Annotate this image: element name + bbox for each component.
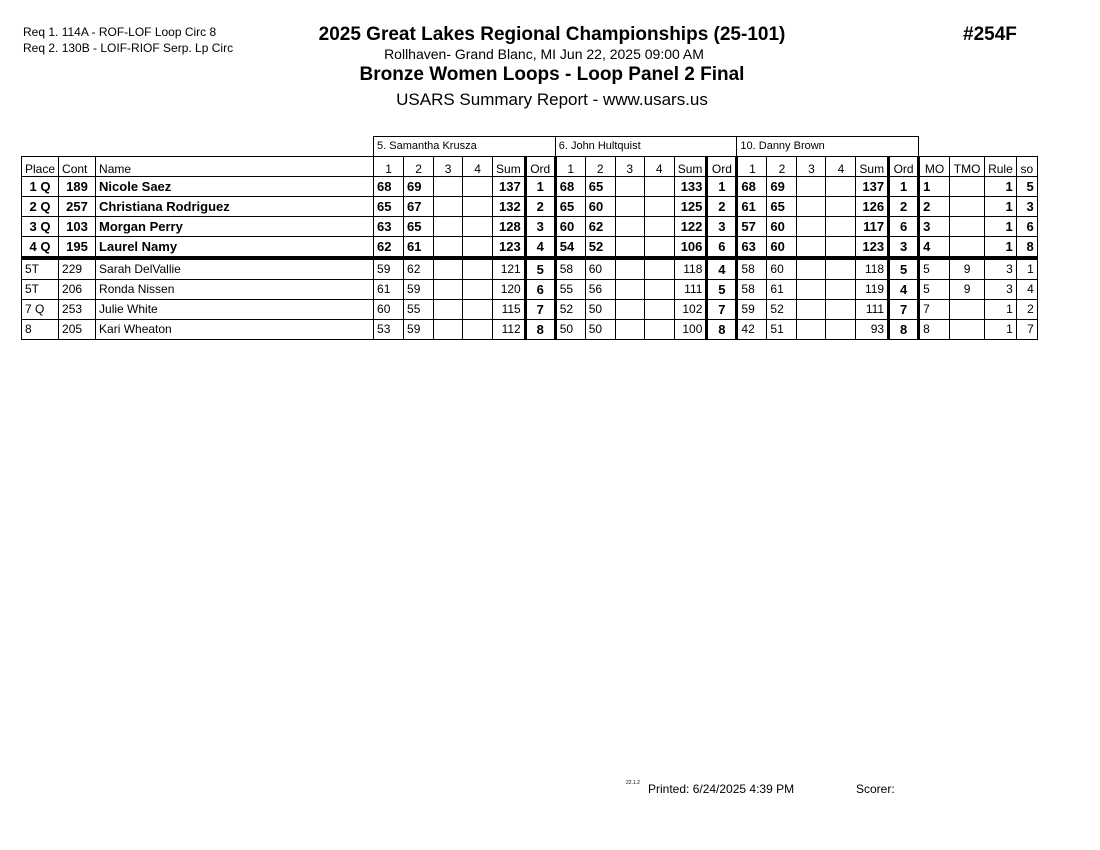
report-title: USARS Summary Report - www.usars.us xyxy=(396,90,708,109)
tmo-cell xyxy=(950,217,985,237)
judge-2-ordinal: 3 xyxy=(707,217,737,237)
judge-1-ordinal: 3 xyxy=(525,217,555,237)
name-cell: Sarah DelVallie xyxy=(96,258,374,280)
judge-2-ordinal: 8 xyxy=(707,320,737,340)
judge-3-score-1: 58 xyxy=(737,280,767,300)
judge-1-score-1: 63 xyxy=(374,217,404,237)
judge-2-score-3 xyxy=(615,258,644,280)
so-cell: 4 xyxy=(1016,280,1037,300)
place-cell: 8 xyxy=(22,320,59,340)
judge-1-score-4 xyxy=(463,197,493,217)
judge-3-score-1: 59 xyxy=(737,300,767,320)
judge-1-sum: 121 xyxy=(493,258,526,280)
judge-1-score-1: 65 xyxy=(374,197,404,217)
judge-1-score-2: 61 xyxy=(404,237,434,259)
judge-2-score-1: 58 xyxy=(555,258,585,280)
judge-1-score-2: 55 xyxy=(404,300,434,320)
mo-cell: 5 xyxy=(919,280,950,300)
judge-3-ordinal: 8 xyxy=(889,320,919,340)
result-row xyxy=(22,217,1038,237)
judge-3-score-2: 61 xyxy=(767,280,797,300)
judge-3-score-3 xyxy=(797,217,826,237)
so-cell: 6 xyxy=(1016,217,1037,237)
judge-2-score-2: 65 xyxy=(585,177,615,197)
footer-version-code: 22.1.2 xyxy=(626,780,640,786)
judge-1-score-4 xyxy=(463,217,493,237)
cont-cell: 205 xyxy=(59,320,96,340)
tmo-cell: 9 xyxy=(950,258,985,280)
judge-1-score-1: 53 xyxy=(374,320,404,340)
place-cell: 4 Q xyxy=(22,237,59,259)
col-cont: Cont xyxy=(59,157,96,177)
result-row xyxy=(22,320,1038,340)
cont-cell: 195 xyxy=(59,237,96,259)
rule-cell: 1 xyxy=(985,320,1017,340)
col-j1-1: 1 xyxy=(374,157,404,177)
judge-2-score-3 xyxy=(615,197,644,217)
tmo-cell xyxy=(950,237,985,259)
result-row xyxy=(22,300,1038,320)
judge-3-score-3 xyxy=(797,237,826,259)
judge-3-score-1: 57 xyxy=(737,217,767,237)
judge-2-ordinal: 4 xyxy=(707,258,737,280)
cont-cell: 103 xyxy=(59,217,96,237)
rule-cell: 1 xyxy=(985,300,1017,320)
place-cell: 5T xyxy=(22,280,59,300)
cont-cell: 253 xyxy=(59,300,96,320)
judge-3-score-3 xyxy=(797,300,826,320)
judge-3-ordinal: 2 xyxy=(889,197,919,217)
judge-3-score-1: 61 xyxy=(737,197,767,217)
col-j1-3: 3 xyxy=(434,157,463,177)
judge-1-score-4 xyxy=(463,237,493,259)
judge-3-score-3 xyxy=(797,177,826,197)
judge-2-sum: 102 xyxy=(674,300,707,320)
col-place: Place xyxy=(22,157,59,177)
name-cell: Ronda Nissen xyxy=(96,280,374,300)
name-cell: Laurel Namy xyxy=(96,237,374,259)
name-cell: Christiana Rodriguez xyxy=(96,197,374,217)
judge-3-score-4 xyxy=(826,217,856,237)
so-cell: 5 xyxy=(1016,177,1037,197)
judge-2-score-2: 56 xyxy=(585,280,615,300)
judge-3-score-4 xyxy=(826,177,856,197)
judge-3-ordinal: 1 xyxy=(889,177,919,197)
result-row xyxy=(22,177,1038,197)
judge-2-score-4 xyxy=(644,217,674,237)
rule-cell: 3 xyxy=(985,280,1017,300)
judge-3-score-2: 60 xyxy=(767,237,797,259)
col-name: Name xyxy=(96,157,374,177)
judge-3-score-4 xyxy=(826,258,856,280)
judge-3-score-4 xyxy=(826,300,856,320)
judge-3-score-1: 42 xyxy=(737,320,767,340)
judge-3-score-4 xyxy=(826,237,856,259)
judge-1-score-2: 65 xyxy=(404,217,434,237)
cont-cell: 257 xyxy=(59,197,96,217)
judge-2-score-1: 50 xyxy=(555,320,585,340)
mo-cell: 7 xyxy=(919,300,950,320)
name-cell: Julie White xyxy=(96,300,374,320)
col-j3-sum: Sum xyxy=(856,157,889,177)
judge-2-sum: 125 xyxy=(674,197,707,217)
rule-cell: 1 xyxy=(985,217,1017,237)
judge-3-ordinal: 5 xyxy=(889,258,919,280)
requirement-1: Req 1. 114A - ROF-LOF Loop Circ 8 xyxy=(23,25,217,39)
judge-3-name: 10. Danny Brown xyxy=(737,137,919,157)
result-row xyxy=(22,237,1038,259)
judge-2-sum: 111 xyxy=(674,280,707,300)
tmo-cell xyxy=(950,177,985,197)
judge-2-score-1: 52 xyxy=(555,300,585,320)
judge-1-ordinal: 6 xyxy=(525,280,555,300)
judge-2-score-4 xyxy=(644,177,674,197)
judge-3-score-1: 68 xyxy=(737,177,767,197)
col-tmo: TMO xyxy=(950,157,985,177)
judge-1-ordinal: 1 xyxy=(525,177,555,197)
judge-1-score-3 xyxy=(434,280,463,300)
col-j3-1: 1 xyxy=(737,157,767,177)
judge-1-score-1: 60 xyxy=(374,300,404,320)
col-j2-sum: Sum xyxy=(674,157,707,177)
judge-2-score-3 xyxy=(615,217,644,237)
judge-1-sum: 120 xyxy=(493,280,526,300)
col-j3-2: 2 xyxy=(767,157,797,177)
judge-2-score-4 xyxy=(644,258,674,280)
col-j3-4: 4 xyxy=(826,157,856,177)
judges-spacer xyxy=(22,137,374,157)
judge-1-score-2: 62 xyxy=(404,258,434,280)
judge-3-score-4 xyxy=(826,320,856,340)
judge-3-sum: 119 xyxy=(856,280,889,300)
judge-1-sum: 137 xyxy=(493,177,526,197)
judge-1-sum: 128 xyxy=(493,217,526,237)
judge-2-score-2: 50 xyxy=(585,300,615,320)
judge-1-ordinal: 4 xyxy=(525,237,555,259)
judge-1-score-1: 68 xyxy=(374,177,404,197)
scorer-label: Scorer: xyxy=(856,782,895,796)
so-cell: 1 xyxy=(1016,258,1037,280)
judge-1-score-4 xyxy=(463,320,493,340)
judge-3-score-3 xyxy=(797,258,826,280)
judge-3-sum: 117 xyxy=(856,217,889,237)
tmo-cell xyxy=(950,300,985,320)
judge-2-score-2: 52 xyxy=(585,237,615,259)
judge-2-sum: 118 xyxy=(674,258,707,280)
judge-3-ordinal: 4 xyxy=(889,280,919,300)
judge-3-score-1: 63 xyxy=(737,237,767,259)
col-j2-ord: Ord xyxy=(707,157,737,177)
judge-2-sum: 122 xyxy=(674,217,707,237)
result-row xyxy=(22,197,1038,217)
judge-2-score-3 xyxy=(615,280,644,300)
judge-3-score-3 xyxy=(797,197,826,217)
col-j1-2: 2 xyxy=(404,157,434,177)
judge-1-score-4 xyxy=(463,258,493,280)
judge-1-score-2: 59 xyxy=(404,280,434,300)
printed-timestamp: Printed: 6/24/2025 4:39 PM xyxy=(648,782,795,796)
judge-2-ordinal: 1 xyxy=(707,177,737,197)
column-header-row xyxy=(22,157,1038,177)
col-j2-2: 2 xyxy=(585,157,615,177)
judge-2-score-4 xyxy=(644,280,674,300)
judge-3-score-2: 60 xyxy=(767,258,797,280)
so-cell: 3 xyxy=(1016,197,1037,217)
col-j1-4: 4 xyxy=(463,157,493,177)
judge-1-score-4 xyxy=(463,177,493,197)
col-j2-1: 1 xyxy=(555,157,585,177)
judge-1-score-3 xyxy=(434,300,463,320)
judge-2-sum: 133 xyxy=(674,177,707,197)
place-cell: 2 Q xyxy=(22,197,59,217)
judge-2-score-3 xyxy=(615,177,644,197)
event-name: Bronze Women Loops - Loop Panel 2 Final xyxy=(359,64,745,85)
name-cell: Nicole Saez xyxy=(96,177,374,197)
judge-2-score-3 xyxy=(615,300,644,320)
requirement-2: Req 2. 130B - LOIF-RIOF Serp. Lp Circ xyxy=(23,41,234,55)
judge-3-sum: 93 xyxy=(856,320,889,340)
location-line: Rollhaven- Grand Blanc, MI Jun 22, 2025 09:00 AM xyxy=(384,46,704,62)
judge-2-score-1: 55 xyxy=(555,280,585,300)
judge-1-score-1: 59 xyxy=(374,258,404,280)
judge-3-ordinal: 3 xyxy=(889,237,919,259)
rule-cell: 1 xyxy=(985,237,1017,259)
judge-1-score-3 xyxy=(434,320,463,340)
mo-cell: 8 xyxy=(919,320,950,340)
col-so: so xyxy=(1016,157,1037,177)
judges-spacer-right xyxy=(919,137,1038,157)
judge-3-sum: 137 xyxy=(856,177,889,197)
judge-2-ordinal: 7 xyxy=(707,300,737,320)
judge-3-sum: 111 xyxy=(856,300,889,320)
cont-cell: 189 xyxy=(59,177,96,197)
judge-1-score-2: 59 xyxy=(404,320,434,340)
judge-3-score-4 xyxy=(826,280,856,300)
mo-cell: 3 xyxy=(919,217,950,237)
judge-1-score-4 xyxy=(463,280,493,300)
rule-cell: 1 xyxy=(985,197,1017,217)
judge-1-ordinal: 7 xyxy=(525,300,555,320)
judge-3-sum: 123 xyxy=(856,237,889,259)
judge-2-name: 6. John Hultquist xyxy=(555,137,737,157)
judge-2-sum: 106 xyxy=(674,237,707,259)
competition-title: 2025 Great Lakes Regional Championships (25-101) xyxy=(318,24,786,45)
place-cell: 7 Q xyxy=(22,300,59,320)
rule-cell: 1 xyxy=(985,177,1017,197)
results-table xyxy=(21,136,1038,340)
judge-1-score-2: 69 xyxy=(404,177,434,197)
col-j2-3: 3 xyxy=(615,157,644,177)
judge-1-score-1: 61 xyxy=(374,280,404,300)
judge-3-score-2: 69 xyxy=(767,177,797,197)
judge-2-score-3 xyxy=(615,237,644,259)
judge-3-score-1: 58 xyxy=(737,258,767,280)
judge-2-score-1: 68 xyxy=(555,177,585,197)
judge-2-score-3 xyxy=(615,320,644,340)
judge-1-ordinal: 2 xyxy=(525,197,555,217)
so-cell: 2 xyxy=(1016,300,1037,320)
judge-2-ordinal: 6 xyxy=(707,237,737,259)
judge-1-score-3 xyxy=(434,258,463,280)
cont-cell: 206 xyxy=(59,280,96,300)
judge-1-score-3 xyxy=(434,177,463,197)
judge-1-score-3 xyxy=(434,237,463,259)
col-j3-3: 3 xyxy=(797,157,826,177)
judge-2-score-1: 65 xyxy=(555,197,585,217)
tmo-cell: 9 xyxy=(950,280,985,300)
col-j1-ord: Ord xyxy=(525,157,555,177)
judge-3-sum: 126 xyxy=(856,197,889,217)
judges-row xyxy=(22,137,1038,157)
cont-cell: 229 xyxy=(59,258,96,280)
mo-cell: 2 xyxy=(919,197,950,217)
so-cell: 8 xyxy=(1016,237,1037,259)
judge-3-score-2: 65 xyxy=(767,197,797,217)
judge-1-score-2: 67 xyxy=(404,197,434,217)
judge-2-ordinal: 5 xyxy=(707,280,737,300)
judge-2-score-1: 54 xyxy=(555,237,585,259)
judge-2-sum: 100 xyxy=(674,320,707,340)
tmo-cell xyxy=(950,197,985,217)
judge-2-score-4 xyxy=(644,237,674,259)
result-row xyxy=(22,280,1038,300)
judge-3-score-2: 52 xyxy=(767,300,797,320)
result-row xyxy=(22,258,1038,280)
judge-2-score-4 xyxy=(644,300,674,320)
judge-2-score-4 xyxy=(644,197,674,217)
judge-1-sum: 112 xyxy=(493,320,526,340)
judge-1-sum: 115 xyxy=(493,300,526,320)
tmo-cell xyxy=(950,320,985,340)
col-j2-4: 4 xyxy=(644,157,674,177)
judge-1-score-1: 62 xyxy=(374,237,404,259)
judge-2-score-4 xyxy=(644,320,674,340)
judge-1-ordinal: 8 xyxy=(525,320,555,340)
place-cell: 5T xyxy=(22,258,59,280)
judge-3-sum: 118 xyxy=(856,258,889,280)
judge-3-score-2: 51 xyxy=(767,320,797,340)
judge-2-score-2: 60 xyxy=(585,197,615,217)
judge-2-ordinal: 2 xyxy=(707,197,737,217)
judge-1-score-4 xyxy=(463,300,493,320)
mo-cell: 5 xyxy=(919,258,950,280)
name-cell: Morgan Perry xyxy=(96,217,374,237)
judge-1-name: 5. Samantha Krusza xyxy=(374,137,556,157)
judge-2-score-1: 60 xyxy=(555,217,585,237)
judge-3-ordinal: 7 xyxy=(889,300,919,320)
judge-3-score-4 xyxy=(826,197,856,217)
judge-2-score-2: 62 xyxy=(585,217,615,237)
col-rule: Rule xyxy=(985,157,1017,177)
name-cell: Kari Wheaton xyxy=(96,320,374,340)
mo-cell: 4 xyxy=(919,237,950,259)
judge-3-ordinal: 6 xyxy=(889,217,919,237)
judge-1-sum: 132 xyxy=(493,197,526,217)
so-cell: 7 xyxy=(1016,320,1037,340)
place-cell: 3 Q xyxy=(22,217,59,237)
judge-1-ordinal: 5 xyxy=(525,258,555,280)
judge-1-sum: 123 xyxy=(493,237,526,259)
mo-cell: 1 xyxy=(919,177,950,197)
place-cell: 1 Q xyxy=(22,177,59,197)
judge-3-score-2: 60 xyxy=(767,217,797,237)
judge-2-score-2: 60 xyxy=(585,258,615,280)
judge-2-score-2: 50 xyxy=(585,320,615,340)
col-j3-ord: Ord xyxy=(889,157,919,177)
col-j1-sum: Sum xyxy=(493,157,526,177)
judge-1-score-3 xyxy=(434,217,463,237)
event-number: #254F xyxy=(963,24,1017,45)
judge-3-score-3 xyxy=(797,320,826,340)
rule-cell: 3 xyxy=(985,258,1017,280)
judge-3-score-3 xyxy=(797,280,826,300)
judge-1-score-3 xyxy=(434,197,463,217)
col-mo: MO xyxy=(919,157,950,177)
